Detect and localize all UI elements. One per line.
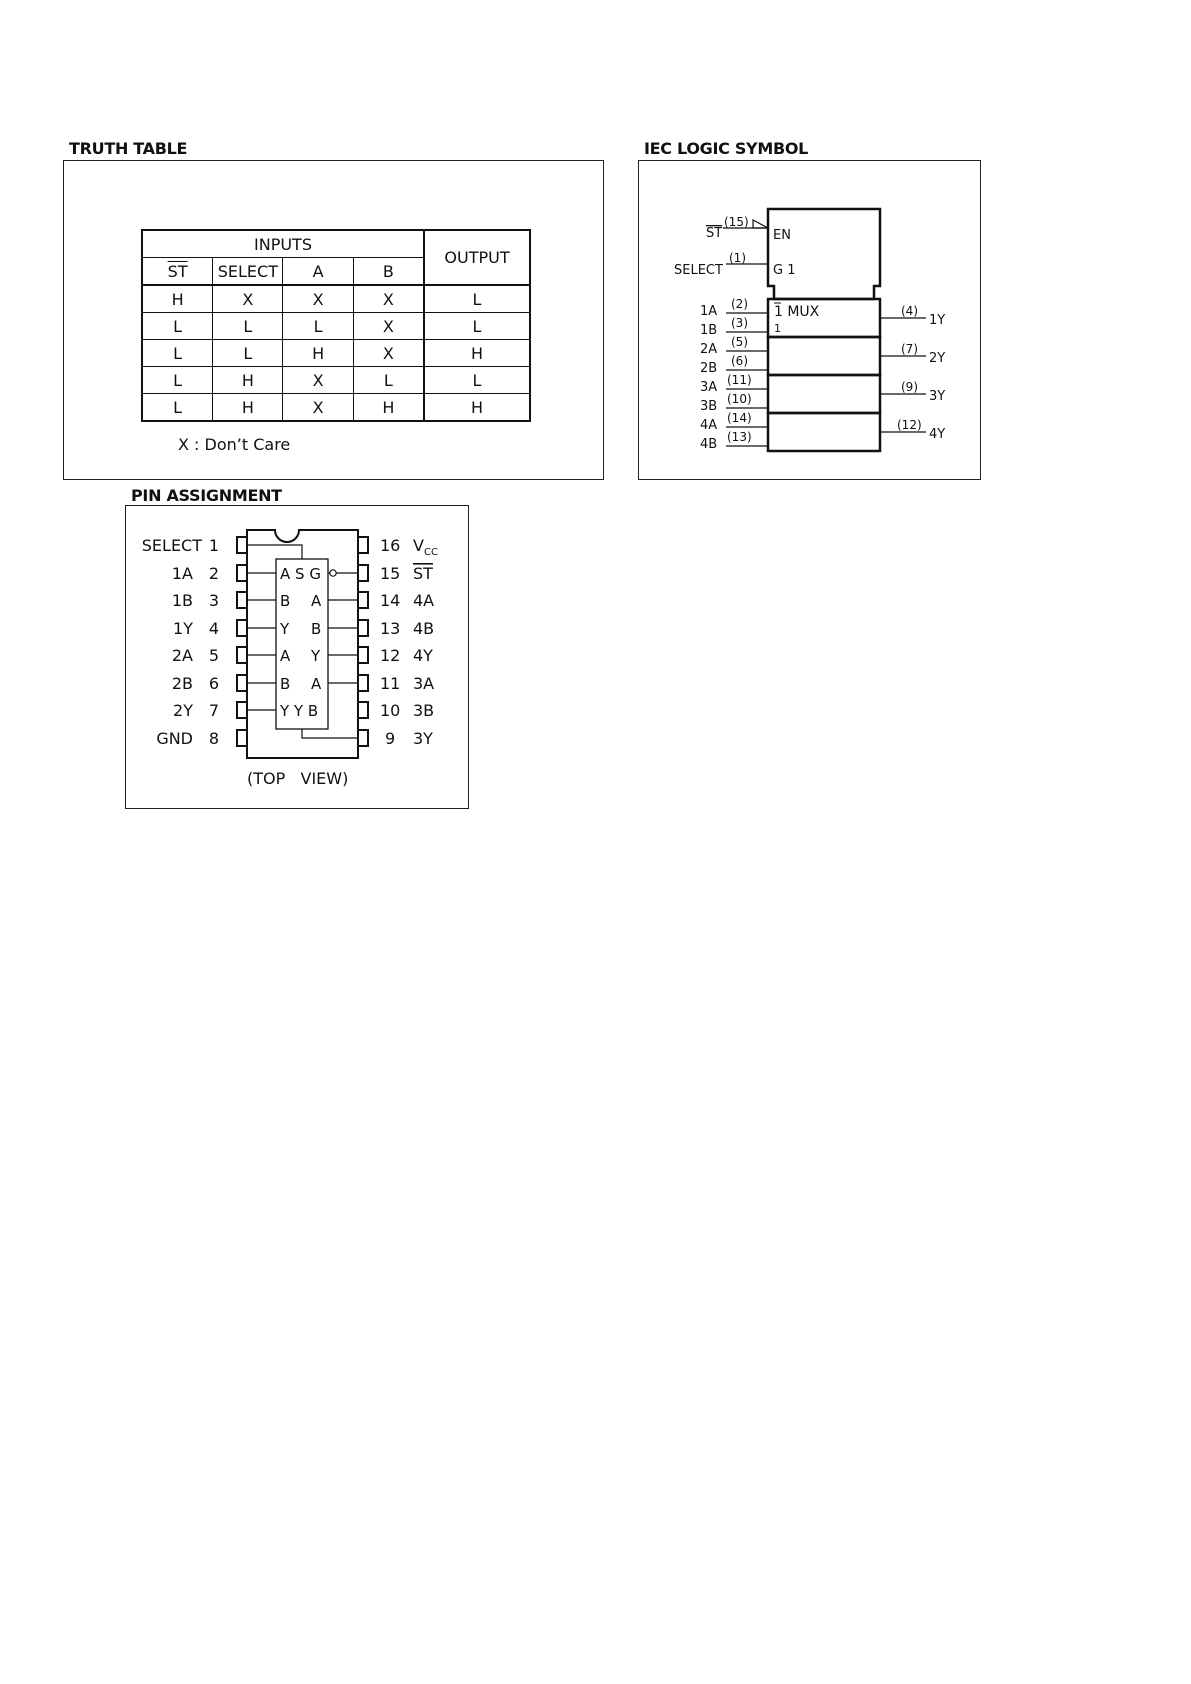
inner-label: Y — [280, 620, 290, 638]
input-1a-pin: (2) — [731, 297, 748, 311]
output-2y-label: 2Y — [929, 351, 946, 366]
pin-6-label: 2B — [171, 674, 193, 693]
table-row — [142, 340, 530, 367]
table-cell: H — [424, 340, 530, 367]
pin-4-label: 1Y — [173, 619, 193, 638]
en-label: EN — [773, 228, 791, 243]
st-label: ST — [706, 226, 723, 241]
pin-8-label: GND — [156, 729, 193, 748]
truth-table-heading: TRUTH TABLE — [69, 139, 188, 158]
inner-label: A — [280, 647, 291, 665]
iec-symbol-heading: IEC LOGIC SYMBOL — [644, 139, 809, 158]
table-cell: L — [213, 340, 283, 367]
pin-8-number: 8 — [208, 729, 219, 748]
output-3y-pin: (9) — [901, 380, 918, 394]
pin-11-label: 3A — [413, 674, 435, 693]
right-pin-tabs — [358, 537, 368, 746]
input-4b-label: 4B — [700, 437, 718, 452]
table-cell: L — [213, 313, 283, 340]
inner-label: B — [311, 620, 322, 638]
st-pin: (15) — [724, 215, 749, 229]
table-cell: L — [142, 394, 213, 422]
table-cell: L — [424, 367, 530, 394]
pin-9-number: 9 — [385, 729, 396, 748]
negation-indicator — [753, 220, 768, 228]
select-pin: (1) — [729, 251, 746, 265]
output-header: OUTPUT — [424, 230, 530, 285]
top-view-label: (TOP VIEW) — [247, 769, 349, 788]
table-cell: L — [283, 313, 353, 340]
pin-11-number: 11 — [380, 674, 401, 693]
pin-assignment-diagram — [125, 505, 469, 809]
pin-16-label: V — [413, 536, 424, 555]
table-row — [142, 285, 530, 313]
col-st: $\overline{ST}$ — [142, 258, 213, 286]
pin-7-label: 2Y — [173, 701, 193, 720]
pin-10-label: 3B — [413, 701, 435, 720]
table-cell: L — [424, 285, 530, 313]
output-1y-label: 1Y — [929, 313, 946, 328]
pin-13-number: 13 — [380, 619, 401, 638]
pin-5-number: 5 — [208, 646, 219, 665]
input-4b-pin: (13) — [727, 430, 752, 444]
input-2a-pin: (5) — [731, 335, 748, 349]
table-cell: H — [142, 285, 213, 313]
table-row — [142, 313, 530, 340]
table-cell: L — [142, 340, 213, 367]
pin-4-number: 4 — [208, 619, 219, 638]
col-b: B — [353, 258, 424, 286]
pin-2-label: 1A — [171, 564, 193, 583]
output-1y-pin: (4) — [901, 304, 918, 318]
input-4a-pin: (14) — [727, 411, 752, 425]
inner-label: Y Y B — [280, 702, 319, 720]
col-a: A — [283, 258, 353, 286]
table-cell: H — [424, 394, 530, 422]
input-2b-label: 2B — [700, 361, 718, 376]
pin-16-number: 16 — [380, 536, 401, 555]
pin-12-label: 4Y — [413, 646, 433, 665]
table-cell: H — [353, 394, 424, 422]
pin-9-label: 3Y — [413, 729, 433, 748]
pin-assignment-heading: PIN ASSIGNMENT — [131, 486, 282, 505]
pin-5-label: 2A — [171, 646, 193, 665]
pin-3-label: 1B — [171, 591, 193, 610]
pin-14-label: 4A — [413, 591, 435, 610]
mux-section-2 — [768, 337, 880, 375]
pin-1-number: 1 — [208, 536, 219, 555]
input-3b-label: 3B — [700, 399, 718, 414]
truth-table — [141, 229, 531, 422]
table-cell: X — [353, 340, 424, 367]
select-label: SELECT — [674, 263, 723, 278]
input-2a-label: 2A — [700, 342, 718, 357]
pin-15-number: 15 — [380, 564, 401, 583]
input-3a-label: 3A — [700, 380, 718, 395]
pin-2-number: 2 — [208, 564, 219, 583]
table-cell: L — [142, 313, 213, 340]
table-cell: X — [283, 285, 353, 313]
table-cell: H — [213, 394, 283, 422]
dont-care-note: X : Don’t Care — [178, 435, 291, 454]
pin-15-label: ST — [413, 564, 433, 583]
table-cell: L — [424, 313, 530, 340]
table-cell: X — [353, 313, 424, 340]
control-block — [768, 209, 880, 299]
pin-12-number: 12 — [380, 646, 401, 665]
left-pin-tabs — [237, 537, 247, 746]
table-cell: X — [353, 285, 424, 313]
pin-7-number: 7 — [208, 701, 219, 720]
table-cell: H — [283, 340, 353, 367]
pin-14-number: 14 — [380, 591, 401, 610]
mux-one-label: 1 — [774, 322, 781, 335]
pin-6-number: 6 — [208, 674, 219, 693]
input-3b-pin: (10) — [727, 392, 752, 406]
table-cell: H — [213, 367, 283, 394]
iec-logic-symbol — [638, 160, 981, 480]
table-cell: L — [353, 367, 424, 394]
input-1b-pin: (3) — [731, 316, 748, 330]
inner-label: B — [280, 675, 291, 693]
col-select: SELECT — [213, 258, 283, 286]
output-3y-label: 3Y — [929, 389, 946, 404]
input-3a-pin: (11) — [727, 373, 752, 387]
inner-label: A S G — [280, 565, 321, 583]
table-cell: X — [283, 394, 353, 422]
pin-3-number: 3 — [208, 591, 219, 610]
inner-label: A — [311, 592, 322, 610]
table-cell: X — [283, 367, 353, 394]
output-2y-pin: (7) — [901, 342, 918, 356]
inner-label: B — [280, 592, 291, 610]
input-2b-pin: (6) — [731, 354, 748, 368]
inputs-header: INPUTS — [142, 230, 424, 258]
inner-label: Y — [311, 647, 321, 665]
input-1a-label: 1A — [700, 304, 718, 319]
mux-section-3 — [768, 375, 880, 413]
pin-16-subscript: CC — [424, 547, 438, 558]
input-1b-label: 1B — [700, 323, 718, 338]
table-row — [142, 367, 530, 394]
pin-1-label: SELECT — [141, 536, 202, 555]
table-cell: L — [142, 367, 213, 394]
output-4y-pin: (12) — [897, 418, 922, 432]
output-4y-label: 4Y — [929, 427, 946, 442]
inner-label: A — [311, 675, 322, 693]
output-lines — [880, 318, 926, 432]
table-cell: X — [213, 285, 283, 313]
mux-section-4 — [768, 413, 880, 451]
table-row — [142, 394, 530, 422]
pin-10-number: 10 — [380, 701, 401, 720]
mux-label: 1 MUX — [774, 304, 820, 320]
pin-13-label: 4B — [413, 619, 435, 638]
g1-label: G 1 — [773, 263, 796, 278]
input-4a-label: 4A — [700, 418, 718, 433]
inversion-bubble — [330, 570, 336, 576]
